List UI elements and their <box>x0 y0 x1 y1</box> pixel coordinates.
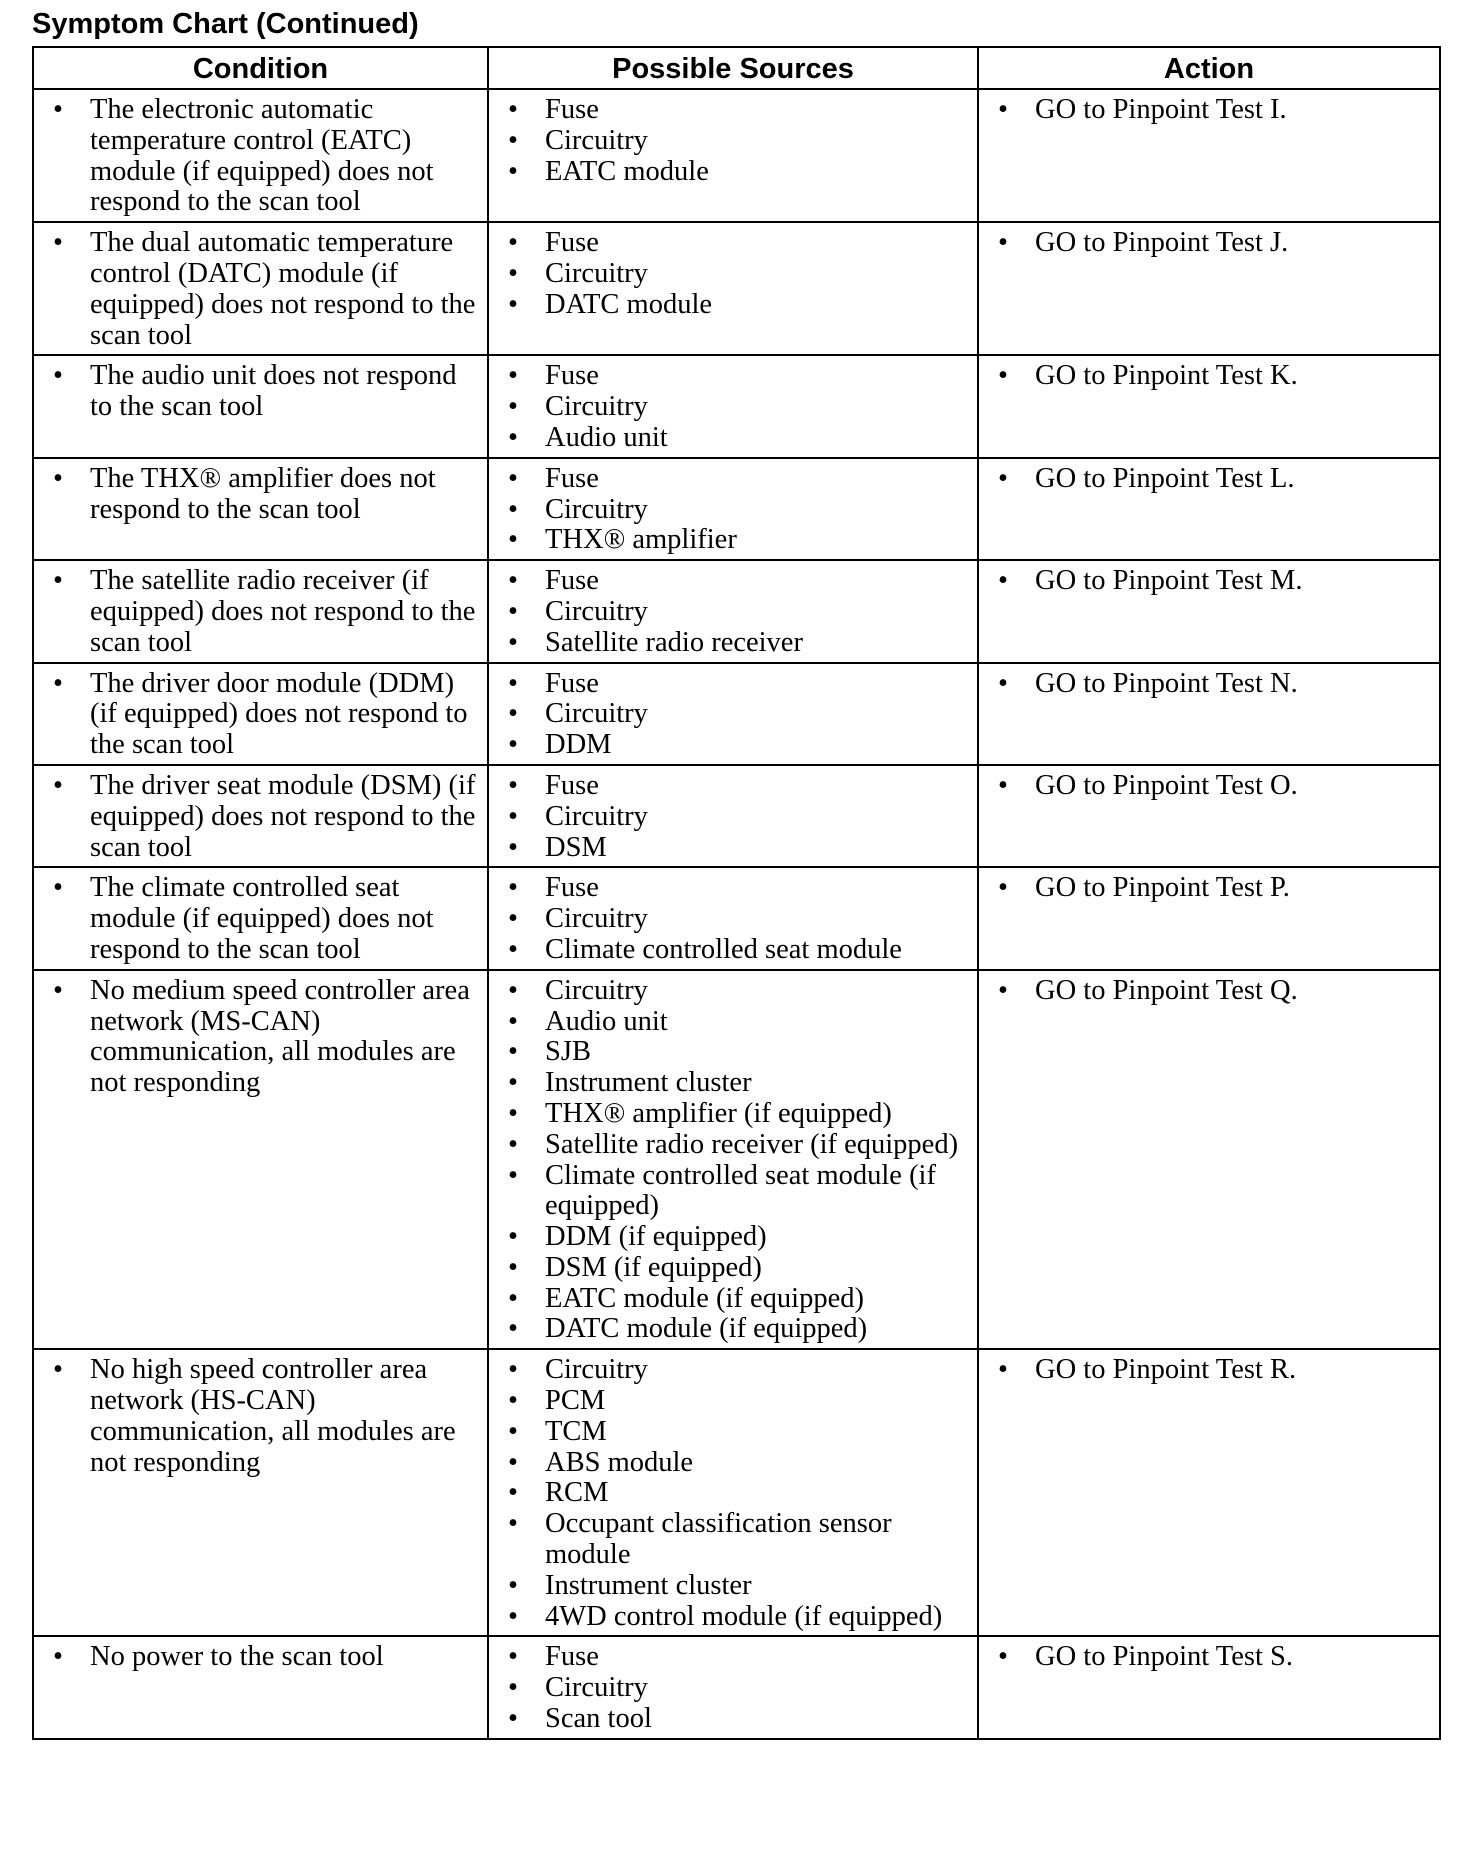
source-item-text: Instrument cluster <box>545 1569 752 1601</box>
source-item-text: Fuse <box>545 872 599 904</box>
bullet-icon: • <box>508 1508 518 1540</box>
bullet-icon: • <box>508 493 518 525</box>
condition-item <box>46 669 479 761</box>
possible-sources-cell <box>488 458 978 560</box>
table-row <box>33 222 1440 355</box>
action-cell <box>978 663 1440 765</box>
condition-cell <box>33 765 488 867</box>
condition-item-text: The driver seat module (DSM) (if equipped) does not respond to the scan tool <box>90 769 476 863</box>
table-row <box>33 560 1440 662</box>
page-title: Symptom Chart (Continued) <box>32 8 419 40</box>
source-item-text: Instrument cluster <box>545 1067 752 1099</box>
bullet-icon: • <box>508 1067 518 1099</box>
source-item-text: DDM <box>545 729 612 761</box>
action-item <box>991 976 1431 1007</box>
bullet-icon: • <box>508 872 518 904</box>
condition-item-text: The satellite radio receiver (if equipped) does not respond to the scan tool <box>90 565 476 658</box>
action-item-text: GO to Pinpoint Test R. <box>1035 1354 1297 1386</box>
source-item <box>501 1478 969 1509</box>
source-item <box>501 525 969 556</box>
bullet-icon: • <box>998 769 1008 801</box>
bullet-icon: • <box>508 1569 518 1601</box>
source-item-text: RCM <box>545 1477 609 1509</box>
bullet-icon: • <box>508 831 518 863</box>
condition-cell <box>33 89 488 222</box>
header-action: Action <box>978 47 1440 89</box>
source-item-text: Circuitry <box>545 800 648 832</box>
condition-item-text: No high speed controller area network (HS-CAN) communication, all modules are not responding <box>90 1354 456 1478</box>
bullet-icon: • <box>508 1251 518 1283</box>
condition-item-text: No power to the scan tool <box>90 1641 384 1673</box>
source-item <box>501 1068 969 1099</box>
source-item <box>501 290 969 321</box>
source-item-text: TCM <box>545 1415 607 1447</box>
source-item-text: Fuse <box>545 1641 599 1673</box>
source-item <box>501 392 969 423</box>
bullet-icon: • <box>508 1385 518 1417</box>
action-item <box>991 873 1431 904</box>
condition-item-text: The driver door module (DDM) (if equipped) does not respond to the scan tool <box>90 667 468 761</box>
source-item <box>501 669 969 700</box>
source-item-text: Scan tool <box>545 1703 652 1735</box>
source-item <box>501 1571 969 1602</box>
action-cell <box>978 560 1440 662</box>
source-item-text: ABS module <box>545 1446 694 1478</box>
condition-cell <box>33 458 488 560</box>
source-item <box>501 1222 969 1253</box>
source-item-text: DSM (if equipped) <box>545 1251 762 1283</box>
bullet-icon: • <box>508 360 518 392</box>
bullet-icon: • <box>998 1641 1008 1673</box>
source-item <box>501 1448 969 1479</box>
possible-sources-cell <box>488 765 978 867</box>
action-item-text: GO to Pinpoint Test O. <box>1035 769 1298 801</box>
condition-item <box>46 228 479 351</box>
action-cell <box>978 1636 1440 1738</box>
bullet-icon: • <box>508 1221 518 1253</box>
bullet-icon: • <box>53 1641 63 1673</box>
source-item <box>501 1417 969 1448</box>
source-item-text: Circuitry <box>545 1672 648 1704</box>
source-item <box>501 228 969 259</box>
bullet-icon: • <box>508 974 518 1006</box>
source-item <box>501 1673 969 1704</box>
bullet-icon: • <box>508 800 518 832</box>
bullet-icon: • <box>508 698 518 730</box>
source-item-text: Satellite radio receiver (if equipped) <box>545 1128 959 1160</box>
bullet-icon: • <box>508 288 518 320</box>
source-item-text: Fuse <box>545 565 599 597</box>
condition-item <box>46 976 479 1099</box>
source-item-text: Fuse <box>545 94 599 125</box>
action-cell <box>978 222 1440 355</box>
source-item <box>501 771 969 802</box>
source-item-text: Circuitry <box>545 974 648 1006</box>
source-item-text: Circuitry <box>545 257 648 289</box>
bullet-icon: • <box>508 933 518 965</box>
bullet-icon: • <box>508 94 518 125</box>
source-item <box>501 259 969 290</box>
table-row <box>33 867 1440 969</box>
bullet-icon: • <box>508 565 518 597</box>
condition-item <box>46 464 479 526</box>
condition-item <box>46 1642 479 1673</box>
action-item-text: GO to Pinpoint Test S. <box>1035 1641 1293 1673</box>
condition-item-text: The climate controlled seat module (if equipped) does not respond to the scan tool <box>90 872 434 965</box>
source-item-text: Circuitry <box>545 1354 648 1386</box>
source-item <box>501 935 969 966</box>
action-item-text: GO to Pinpoint Test N. <box>1035 667 1298 699</box>
action-item <box>991 1355 1431 1386</box>
possible-sources-cell <box>488 1636 978 1738</box>
bullet-icon: • <box>508 1313 518 1345</box>
source-item <box>501 1007 969 1038</box>
action-item-text: GO to Pinpoint Test Q. <box>1035 974 1298 1006</box>
bullet-icon: • <box>53 94 63 125</box>
bullet-icon: • <box>53 974 63 1006</box>
source-item-text: Fuse <box>545 360 599 392</box>
source-item <box>501 1161 969 1223</box>
source-item-text: Fuse <box>545 667 599 699</box>
action-item-text: GO to Pinpoint Test K. <box>1035 360 1298 392</box>
bullet-icon: • <box>508 1446 518 1478</box>
bullet-icon: • <box>508 1703 518 1735</box>
bullet-icon: • <box>508 903 518 935</box>
possible-sources-cell <box>488 560 978 662</box>
condition-cell <box>33 560 488 662</box>
bullet-icon: • <box>508 1600 518 1632</box>
action-cell <box>978 970 1440 1350</box>
source-item-text: DSM <box>545 831 607 863</box>
bullet-icon: • <box>508 1097 518 1129</box>
bullet-icon: • <box>508 421 518 453</box>
source-item <box>501 157 969 188</box>
bullet-icon: • <box>998 462 1008 494</box>
table-row <box>33 89 1440 222</box>
source-item-text: Fuse <box>545 769 599 801</box>
source-item-text: Fuse <box>545 462 599 494</box>
source-item <box>501 873 969 904</box>
bullet-icon: • <box>998 974 1008 1006</box>
bullet-icon: • <box>508 769 518 801</box>
table-row <box>33 458 1440 560</box>
bullet-icon: • <box>508 1005 518 1037</box>
bullet-icon: • <box>508 1672 518 1704</box>
action-cell <box>978 355 1440 457</box>
source-item-text: EATC module <box>545 155 709 187</box>
source-item <box>501 1314 969 1345</box>
table-row <box>33 663 1440 765</box>
bullet-icon: • <box>508 155 518 187</box>
condition-cell <box>33 1349 488 1636</box>
source-item-text: Audio unit <box>545 421 668 453</box>
condition-item <box>46 873 479 965</box>
possible-sources-cell <box>488 970 978 1350</box>
condition-cell <box>33 222 488 355</box>
bullet-icon: • <box>508 1128 518 1160</box>
header-possible-sources: Possible Sources <box>488 47 978 89</box>
table-body <box>33 89 1440 1739</box>
bullet-icon: • <box>53 227 63 259</box>
action-item <box>991 228 1431 259</box>
action-item <box>991 771 1431 802</box>
header-row <box>33 47 1440 89</box>
bullet-icon: • <box>53 1354 63 1386</box>
condition-item-text: The electronic automatic temperature control (EATC) module (if equipped) does not respond to the scan tool <box>90 94 434 218</box>
bullet-icon: • <box>508 626 518 658</box>
condition-item <box>46 566 479 658</box>
table-row <box>33 1636 1440 1738</box>
document-page <box>32 6 1439 1740</box>
table-row <box>33 355 1440 457</box>
source-item-text: THX® amplifier (if equipped) <box>545 1097 892 1129</box>
source-item-text: DATC module <box>545 288 713 320</box>
bullet-icon: • <box>508 1354 518 1386</box>
source-item <box>501 1284 969 1315</box>
source-item <box>501 566 969 597</box>
source-item <box>501 1386 969 1417</box>
condition-item-text: The audio unit does not respond to the scan tool <box>90 360 457 423</box>
bullet-icon: • <box>998 94 1008 125</box>
bullet-icon: • <box>53 565 63 597</box>
source-item <box>501 1253 969 1284</box>
action-item-text: GO to Pinpoint Test P. <box>1035 872 1290 904</box>
source-item-text: PCM <box>545 1385 606 1417</box>
action-cell <box>978 1349 1440 1636</box>
bullet-icon: • <box>508 729 518 761</box>
action-item <box>991 566 1431 597</box>
table-row <box>33 765 1440 867</box>
condition-item <box>46 95 479 218</box>
possible-sources-cell <box>488 663 978 765</box>
bullet-icon: • <box>508 391 518 423</box>
source-item-text: Occupant classification sensor module <box>545 1508 892 1571</box>
action-item-text: GO to Pinpoint Test I. <box>1035 94 1287 125</box>
source-item <box>501 1037 969 1068</box>
source-item-text: Circuitry <box>545 698 648 730</box>
bullet-icon: • <box>53 667 63 699</box>
source-item-text: EATC module (if equipped) <box>545 1282 864 1314</box>
source-item-text: Circuitry <box>545 595 648 627</box>
bullet-icon: • <box>998 565 1008 597</box>
source-item <box>501 464 969 495</box>
bullet-icon: • <box>53 462 63 494</box>
bullet-icon: • <box>508 667 518 699</box>
source-item-text: Climate controlled seat module <box>545 933 902 965</box>
bullet-icon: • <box>53 360 63 392</box>
source-item-text: THX® amplifier <box>545 524 737 556</box>
source-item-text: Circuitry <box>545 493 648 525</box>
action-item-text: GO to Pinpoint Test J. <box>1035 227 1289 259</box>
bullet-icon: • <box>998 227 1008 259</box>
source-item-text: Satellite radio receiver <box>545 626 803 658</box>
condition-item-text: The THX® amplifier does not respond to the scan tool <box>90 462 436 525</box>
source-item <box>501 1602 969 1633</box>
possible-sources-cell <box>488 89 978 222</box>
source-item-text: Circuitry <box>545 124 648 156</box>
table-row <box>33 1349 1440 1636</box>
condition-cell <box>33 663 488 765</box>
bullet-icon: • <box>508 124 518 156</box>
bullet-icon: • <box>508 1159 518 1191</box>
source-item <box>501 1642 969 1673</box>
source-item <box>501 423 969 454</box>
action-item <box>991 95 1431 126</box>
bullet-icon: • <box>508 462 518 494</box>
source-item-text: 4WD control module (if equipped) <box>545 1600 943 1632</box>
bullet-icon: • <box>508 257 518 289</box>
action-cell <box>978 458 1440 560</box>
bullet-icon: • <box>53 872 63 904</box>
source-item-text: DATC module (if equipped) <box>545 1313 868 1345</box>
action-item-text: GO to Pinpoint Test L. <box>1035 462 1295 494</box>
bullet-icon: • <box>53 769 63 801</box>
source-item-text: SJB <box>545 1036 591 1068</box>
source-item <box>501 126 969 157</box>
source-item <box>501 976 969 1007</box>
action-cell <box>978 89 1440 222</box>
symptom-chart-table <box>32 46 1441 1740</box>
source-item <box>501 495 969 526</box>
source-item-text: Circuitry <box>545 391 648 423</box>
source-item-text: DDM (if equipped) <box>545 1221 767 1253</box>
source-item <box>501 95 969 126</box>
condition-cell <box>33 970 488 1350</box>
source-item <box>501 1509 969 1571</box>
source-item <box>501 699 969 730</box>
bullet-icon: • <box>998 667 1008 699</box>
action-item <box>991 669 1431 700</box>
action-item <box>991 361 1431 392</box>
condition-item-text: The dual automatic temperature control (DATC) module (if equipped) does not respond to the scan tool <box>90 227 476 351</box>
condition-item-text: No medium speed controller area network (MS-CAN) communication, all modules are not responding <box>90 974 470 1099</box>
source-item <box>501 628 969 659</box>
source-item <box>501 361 969 392</box>
condition-item <box>46 771 479 863</box>
source-item <box>501 730 969 761</box>
bullet-icon: • <box>508 1036 518 1068</box>
bullet-icon: • <box>508 227 518 259</box>
source-item <box>501 1130 969 1161</box>
source-item-text: Fuse <box>545 227 599 259</box>
header-condition: Condition <box>33 47 488 89</box>
source-item-text: Audio unit <box>545 1005 668 1037</box>
condition-cell <box>33 355 488 457</box>
source-item <box>501 802 969 833</box>
bullet-icon: • <box>508 1477 518 1509</box>
source-item <box>501 904 969 935</box>
source-item <box>501 833 969 864</box>
source-item <box>501 1099 969 1130</box>
source-item <box>501 1704 969 1735</box>
bullet-icon: • <box>508 1641 518 1673</box>
bullet-icon: • <box>998 872 1008 904</box>
source-item <box>501 597 969 628</box>
action-item <box>991 1642 1431 1673</box>
bullet-icon: • <box>508 524 518 556</box>
source-item <box>501 1355 969 1386</box>
action-item-text: GO to Pinpoint Test M. <box>1035 565 1303 597</box>
condition-cell <box>33 1636 488 1738</box>
source-item-text: Climate controlled seat module (if equipped) <box>545 1159 936 1222</box>
condition-item <box>46 1355 479 1478</box>
action-item <box>991 464 1431 495</box>
bullet-icon: • <box>508 595 518 627</box>
bullet-icon: • <box>508 1415 518 1447</box>
table-row <box>33 970 1440 1350</box>
possible-sources-cell <box>488 867 978 969</box>
action-cell <box>978 765 1440 867</box>
possible-sources-cell <box>488 1349 978 1636</box>
source-item-text: Circuitry <box>545 903 648 935</box>
condition-cell <box>33 867 488 969</box>
possible-sources-cell <box>488 355 978 457</box>
bullet-icon: • <box>998 360 1008 392</box>
action-cell <box>978 867 1440 969</box>
possible-sources-cell <box>488 222 978 355</box>
bullet-icon: • <box>508 1282 518 1314</box>
bullet-icon: • <box>998 1354 1008 1386</box>
condition-item <box>46 361 479 423</box>
